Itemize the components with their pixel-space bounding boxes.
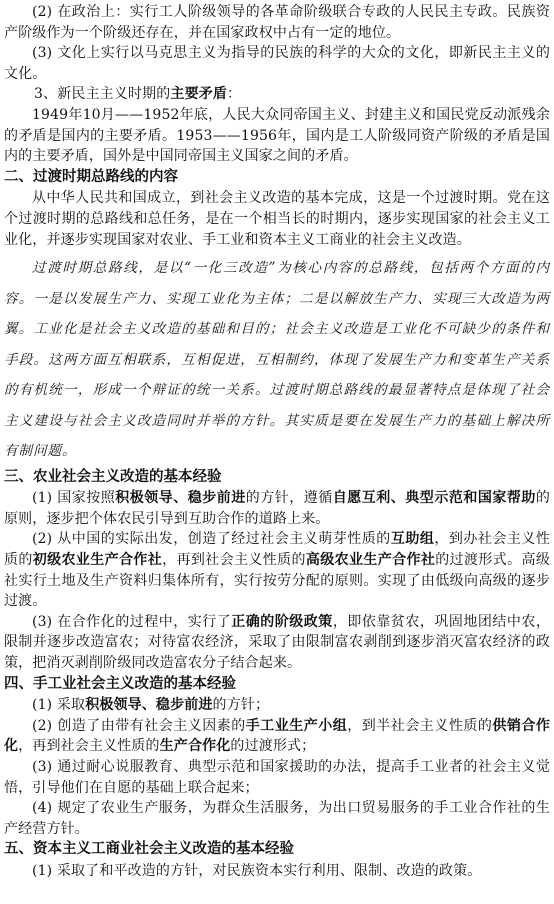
culture-paragraph: (3) 文化上实行以马克思主义为指导的民族的科学的大众的文化，即新民主主义的文化。 bbox=[4, 45, 550, 82]
agriculture-item-1: (1) 国家按照积极领导、稳步前进的方针，遵循自愿互利、典型示范和国家帮助的原则，逐步把个体农民引导到互助合作的道路上来。 bbox=[4, 490, 550, 527]
politics-paragraph: (2) 在政治上：实行工人阶级领导的各革命阶级联合专政的人民民主专政。民族资产阶级作为一个阶级还存在，并在国家政权中占有一定的地位。 bbox=[4, 4, 550, 41]
handicraft-item-4: (4) 规定了农业生产服务，为群众生活服务，为出口贸易服务的手工业合作社的生产经营方针。 bbox=[4, 800, 550, 837]
handicraft-item-2: (2) 创造了由带有社会主义因素的手工业生产小组，到半社会主义性质的供销合作化，再到社会主义性质的生产合作化的过渡形式； bbox=[4, 717, 550, 755]
handicraft-item-3: (3) 通过耐心说服教育、典型示范和国家援助的办法，提高手工业者的社会主义觉悟，引导他们在自愿的基础上联合起来； bbox=[4, 758, 550, 796]
contradiction-paragraph: 1949年10月——1952年底，人民大众同帝国主义、封建主义和国民党反动派残余的矛盾是国内的主要矛盾。1953——1956年，国内是工人阶级同资产阶级的矛盾是国内的主要矛盾，国外是中国同帝国主义国家之间的矛盾。 bbox=[4, 106, 550, 165]
transition-period-paragraph: 从中华人民共和国成立，到社会主义改造的基本完成，这是一个过渡时期。党在这个过渡时期的总路线和总任务，是在一个相当长的时期内，逐步实现国家的社会主义工业化，并逐步实现国家对农业、手工业和资本主义工商业的社会主义改造。 bbox=[4, 190, 550, 248]
capitalist-industry-item-1: (1) 采取了和平改造的方针，对民族资本实行利用、限制、改造的政策。 bbox=[32, 862, 482, 879]
section-heading-capitalist-industry: 五、资本主义工商业社会主义改造的基本经验 bbox=[4, 841, 294, 858]
section-heading-transition-line: 二、过渡时期总路线的内容 bbox=[4, 168, 178, 185]
section-heading-agriculture: 三、农业社会主义改造的基本经验 bbox=[4, 468, 222, 485]
agriculture-item-3: (3) 在合作化的过程中，实行了正确的阶级政策，即依靠贫农，巩固地团结中农，限制并逐步改造富农；对待富农经济，采取了由限制富农剥削到逐步消灭富农经济的政策，把消灭剥削阶级同改造富农分子结合起来。 bbox=[4, 613, 551, 671]
handicraft-item-1: (1) 采取积极领导、稳步前进的方针； bbox=[32, 697, 270, 714]
agriculture-item-2: (2) 从中国的实际出发，创造了经过社会主义萌芽性质的互助组，到办社会主义性质的初级农业生产合作社，再到社会主义性质的高级农业生产合作社的过渡形式。高级社实行土地及生产资料归集体所有，实行按劳分配的原则。实现了由低级向高级的逐步过渡。 bbox=[4, 531, 550, 610]
section-heading-handicraft: 四、手工业社会主义改造的基本经验 bbox=[4, 675, 236, 692]
main-contradiction-subheading: 3、新民主主义时期的主要矛盾： bbox=[34, 86, 242, 103]
general-line-handwritten-paragraph: 过渡时期总路线，是以“一化三改造”为核心内容的总路线，包括两个方面的内容。一是以发展生产力、实现工业化为主体；二是以解放生产力、实现三大改造为两翼。工业化是社会主义改造的基础和目的；社会主义改造是工业化不可缺少的条件和手段。这两方面互相联系，互相促进，互相制约，体现了发展生产力和变革生产关系的有机统一，形成一个辩证的统一关系。过渡时期总路线的最显著特点是体现了社会主义建设与社会主义改造同时并举的方针。其实质是要在发展生产力的基础上解决所有制问题。 bbox=[4, 260, 550, 460]
